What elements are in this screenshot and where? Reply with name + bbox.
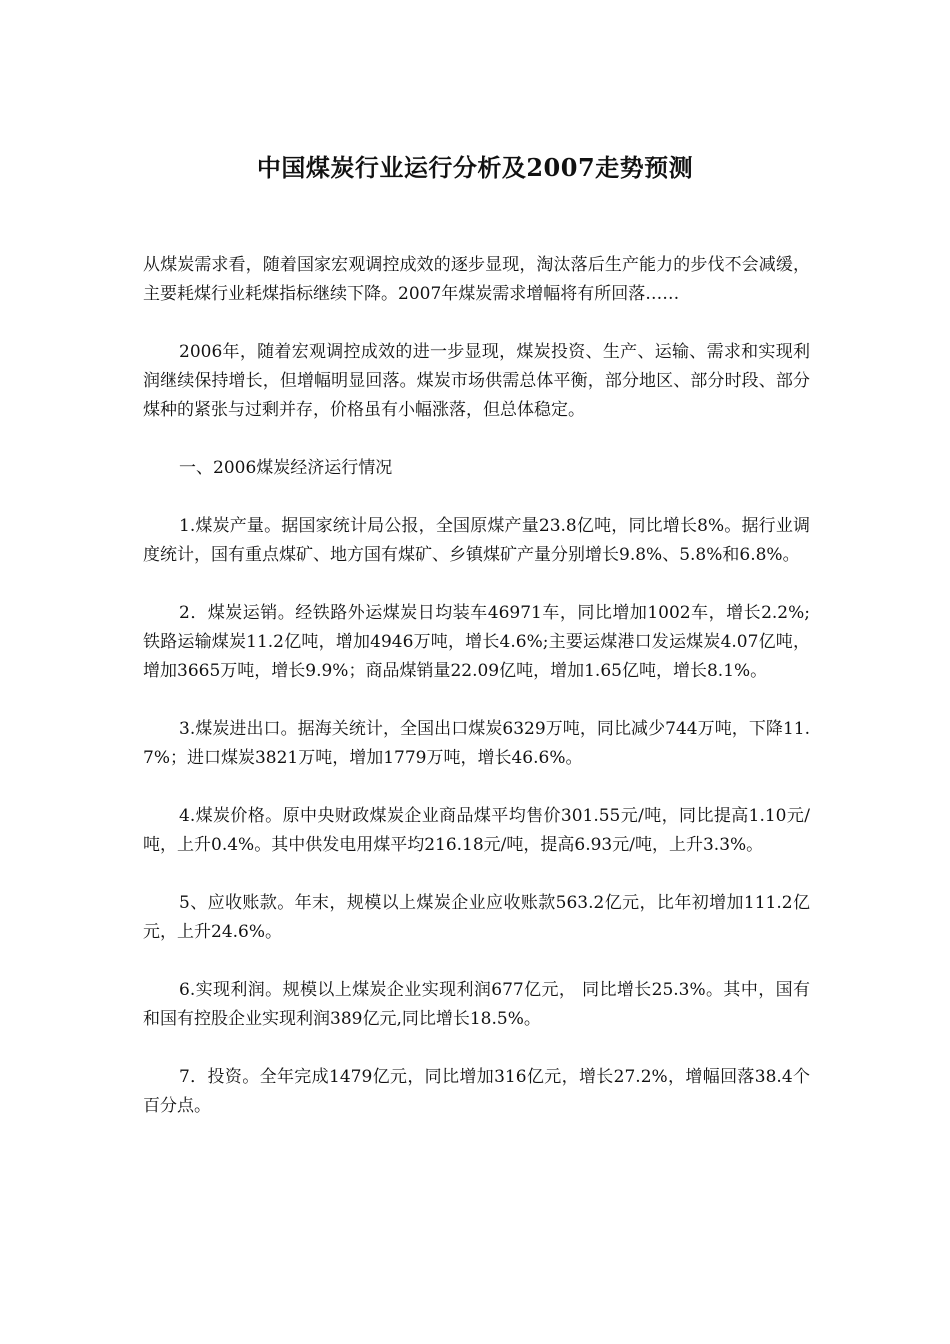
paragraph-profit: 6.实现利润。规模以上煤炭企业实现利润677亿元， 同比增长25.3%。其中，国有和国有控股企业实现利润389亿元,同比增长18.5%。 xyxy=(143,980,810,1029)
section-heading: 一、2006煤炭经济运行情况 xyxy=(179,458,393,478)
paragraph-intro: 从煤炭需求看，随着国家宏观调控成效的逐步显现，淘汰落后生产能力的步伐不会减缓，主要耗煤行业耗煤指标继续下降。2007年煤炭需求增幅将有所回落…… xyxy=(143,255,810,304)
document-title: 中国煤炭行业运行分析及2007走势预测 xyxy=(256,153,694,182)
paragraph-receivables: 5、应收账款。年末，规模以上煤炭企业应收账款563.2亿元，比年初增加111.2亿元，上升24.6%。 xyxy=(143,893,810,942)
paragraph-2006-overview: 2006年，随着宏观调控成效的进一步显现，煤炭投资、生产、运输、需求和实现利润继续保持增长，但增幅明显回落。煤炭市场供需总体平衡，部分地区、部分时段、部分煤种的紧张与过剩并存，价格虽有小幅涨落，但总体稳定。 xyxy=(143,342,810,420)
paragraph-coal-price: 4.煤炭价格。原中央财政煤炭企业商品煤平均售价301.55元/吨，同比提高1.10元/吨，上升0.4%。其中供发电用煤平均216.18元/吨，提高6.93元/吨，上升3.3%。 xyxy=(143,806,810,855)
paragraph-coal-output: 1.煤炭产量。据国家统计局公报，全国原煤产量23.8亿吨，同比增长8%。据行业调度统计，国有重点煤矿、地方国有煤矿、乡镇煤矿产量分别增长9.8%、5.8%和6.8%。 xyxy=(143,516,810,565)
document-body xyxy=(143,251,810,1150)
paragraph-coal-import-export: 3.煤炭进出口。据海关统计，全国出口煤炭6329万吨，同比减少744万吨，下降11.7%；进口煤炭3821万吨，增加1779万吨，增长46.6%。 xyxy=(143,719,810,768)
paragraph-coal-transport: 2．煤炭运销。经铁路外运煤炭日均装车46971车，同比增加1002车，增长2.2%;铁路运输煤炭11.2亿吨，增加4946万吨，增长4.6%;主要运煤港口发运煤炭4.07亿吨，增加3665万吨，增长9.9%；商品煤销量22.09亿吨，增加1.65亿吨，增长8.1%。 xyxy=(143,603,810,681)
paragraph-investment: 7．投资。全年完成1479亿元，同比增加316亿元，增长27.2%，增幅回落38.4个百分点。 xyxy=(143,1067,810,1116)
